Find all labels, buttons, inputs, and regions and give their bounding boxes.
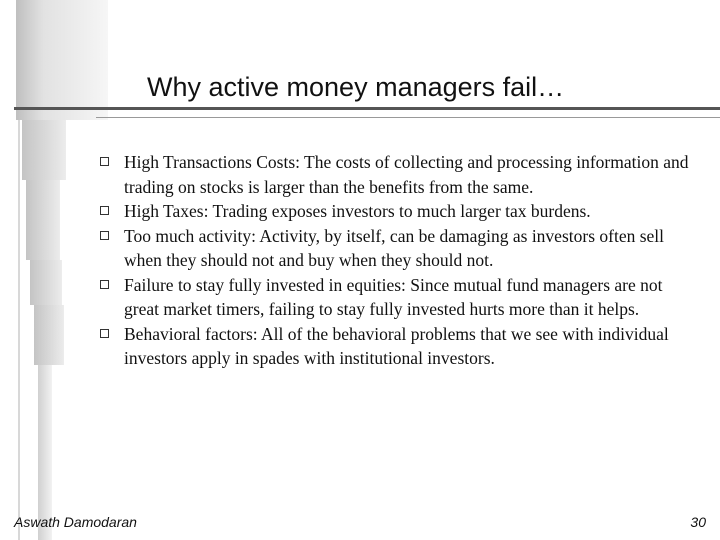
square-bullet-icon	[100, 206, 109, 215]
square-bullet-icon	[100, 329, 109, 338]
square-bullet-icon	[100, 157, 109, 166]
list-item	[100, 273, 700, 322]
list-item	[100, 150, 700, 199]
bullet-text: Too much activity: Activity, by itself, can be damaging as investors often sell when they should not and buy when they should not.	[124, 225, 665, 270]
footer-author: Aswath Damodaran	[14, 514, 137, 530]
decorative-bar	[30, 260, 62, 305]
bullet-text: Failure to stay fully invested in equities: Since mutual fund managers are not great market timers, failing to stay fully invested hurts more than it helps.	[124, 274, 663, 319]
title-rule	[14, 107, 720, 110]
list-item	[100, 199, 700, 224]
bullet-text: High Taxes: Trading exposes investors to much larger tax burdens.	[124, 201, 591, 221]
bullet-text: Behavioral factors: All of the behavioral problems that we see with individual investors apply in spades with institutional investors.	[124, 323, 669, 368]
decorative-bar	[34, 305, 64, 365]
decorative-bar	[26, 180, 60, 260]
decorative-bar	[16, 0, 108, 120]
decorative-bar	[22, 120, 66, 180]
square-bullet-icon	[100, 231, 109, 240]
square-bullet-icon	[100, 280, 109, 289]
page-number: 30	[690, 514, 706, 530]
bullet-list	[100, 150, 700, 371]
slide-title: Why active money managers fail…	[147, 72, 565, 102]
bullet-text: High Transactions Costs: The costs of collecting and processing information and trading on stocks is larger than the benefits from the same.	[124, 152, 689, 197]
list-item	[100, 224, 700, 273]
title-rule-secondary	[96, 117, 720, 118]
list-item	[100, 322, 700, 371]
